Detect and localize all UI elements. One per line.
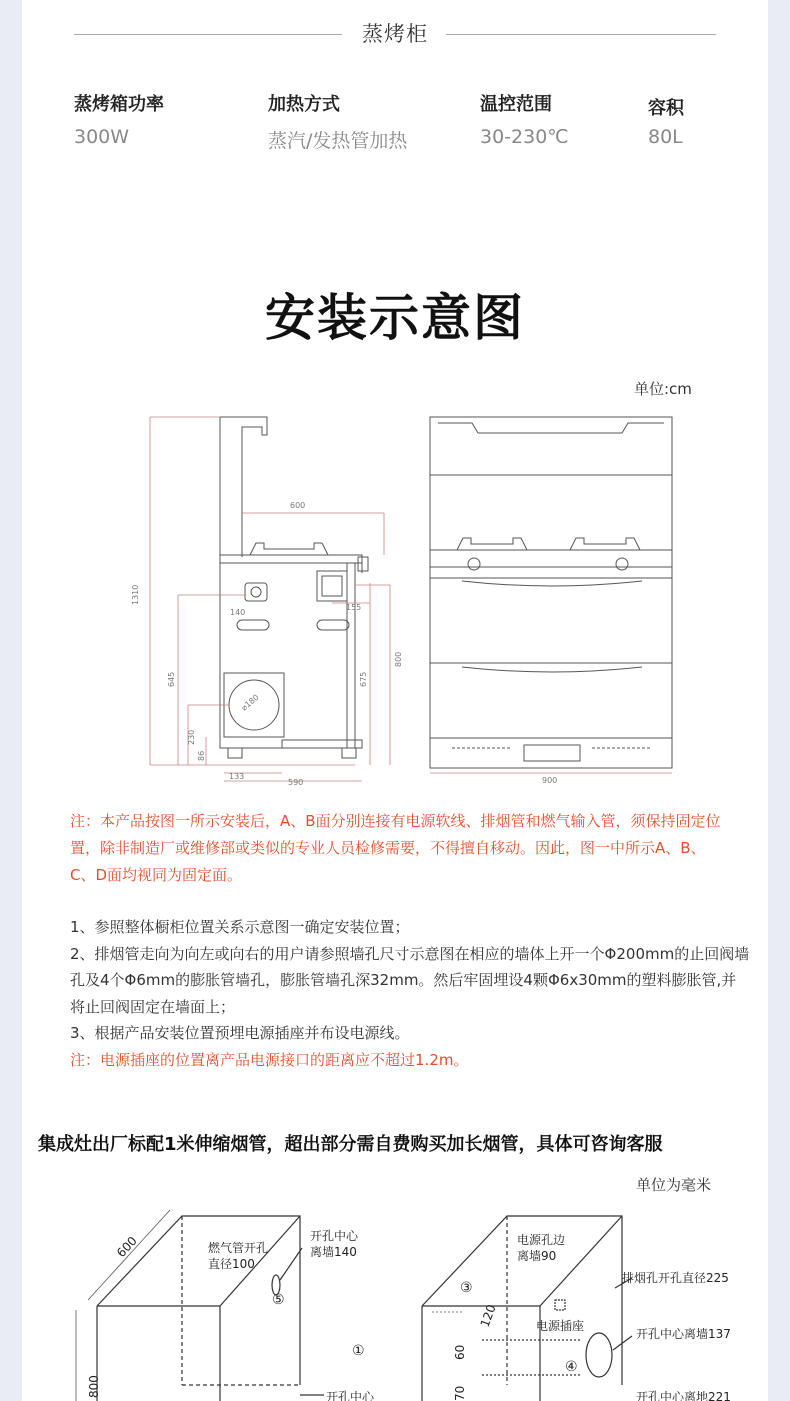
spec-value: 300W [74,126,130,148]
foot [228,748,242,758]
display-screen [524,745,580,761]
spec-power [74,90,164,148]
dim-800-cabinet: 800 [87,1375,101,1398]
dim-top-depth: 600 [290,501,306,510]
dim-right-hole: 155 [346,603,362,612]
marker-1: ① [352,1343,365,1359]
cabinet-door [430,663,672,738]
gas-inlet [245,583,267,601]
spec-label: 蒸烤箱功率 [74,94,164,115]
dim-590: 590 [288,778,304,787]
dim-diameter: ⌀180 [239,692,261,713]
control-panel [430,738,672,768]
section-header [22,0,768,70]
vent-slot [317,620,349,630]
dim-86: 86 [197,750,206,761]
socket-label: 电源插座 [536,1319,585,1333]
gas-hole-label: 燃气管开孔 [208,1241,269,1255]
spec-value: 80L [648,126,683,148]
install-title: 安装示意图 [265,289,525,347]
spec-temperature [480,90,569,148]
dim-front-width: 900 [542,776,558,785]
socket-warning: 注：电源插座的位置离产品电源接口的距离应不超过1.2m。 [70,1050,469,1069]
dim-133: 133 [229,772,245,781]
install-steps [70,914,750,1073]
spec-label: 温控范围 [480,94,552,115]
dim-120: 120 [477,1302,499,1330]
step-1: 1、参照整体橱柜位置关系示意图一确定安装位置； [70,918,410,936]
dim-800: 800 [394,651,403,667]
step-3: 3、根据产品安装位置预埋电源插座并布设电源线。 [70,1024,410,1042]
marker-3: ③ [460,1280,473,1296]
dim-70: 70 [453,1385,467,1401]
cooktop-surface [220,555,362,563]
foot [342,748,356,758]
dim-645: 645 [167,671,176,687]
power-edge-label: 电源孔边 [517,1233,566,1247]
side-body [220,563,355,748]
center-221-label: 开孔中心离地221 [636,1390,731,1401]
hole-center-bottom: 开孔中心 [326,1390,375,1401]
step-2: 2、排烟管走向为向左或向右的用户请参照墙孔尺寸示意图在相应的墙体上开一个Φ200mm的止回阀墙孔及4个Φ6mm的膨胀管墙孔，膨胀管墙孔深32mm。然后牢固埋设4颗Φ6x30mm的塑料膨胀管,并将止回阀固定在墙面上； [70,944,750,1016]
dim-600: 600 [113,1233,140,1261]
pipe-note: 集成灶出厂标配1米伸缩烟管，超出部分需自费购买加长烟管，具体可咨询客服 [38,1134,663,1155]
vent-slot [237,620,269,630]
chimney-outline [220,417,267,557]
installation-drawing [122,405,712,790]
center-137-label: 开孔中心离墙137 [636,1327,731,1341]
spec-value: 蒸汽/发热管加热 [268,130,408,152]
install-note: 注：本产品按图一所示安装后，A、B面分别连接有电源软线、排烟管和燃气输入管，须保持固定位置，除非制造厂或维修部或类似的专业人员检修需要，不得擅自移动。因此，图一中所示A、B、C、D面均视同为固定面。 [70,812,721,884]
dim-total-height: 1310 [131,584,140,605]
oven-door [430,578,672,663]
dim-outlet-x: 140 [230,608,246,617]
dim-60: 60 [453,1344,467,1360]
front-cooktop [430,550,672,578]
burner-side [250,543,328,555]
smoke-hole-label: 排烟孔开孔直径225 [622,1271,729,1285]
knob-right [616,558,628,570]
knob-side [358,557,368,571]
burner-right [570,538,640,550]
spec-value: 30-230℃ [480,126,569,148]
front-hood [430,417,672,567]
header-rule-right [446,34,716,35]
hole-center-label: 开孔中心 [310,1229,359,1243]
power-socket [555,1300,565,1310]
spec-volume [648,94,684,148]
spec-label: 容积 [648,98,684,119]
spec-heating [268,90,407,153]
knob-left [468,558,480,570]
unit-mm-label: 单位为毫米 [636,1176,712,1194]
marker-4: ④ [565,1359,578,1375]
hole-center-distance: 离墙140 [310,1245,357,1259]
section-title: 蒸烤柜 [362,22,428,46]
unit-label: 单位:cm [634,380,692,398]
marker-5: ⑤ [272,1292,285,1308]
product-detail-page [22,0,768,1401]
dim-230: 230 [187,729,196,745]
gas-hole-diameter: 直径100 [208,1257,255,1271]
burner-left [457,538,527,550]
smoke-hole [586,1333,612,1377]
power-edge-distance: 离墙90 [517,1249,557,1263]
spec-label: 加热方式 [268,94,340,115]
dim-675: 675 [359,671,368,687]
cabinet-hole-diagram [62,1200,768,1401]
